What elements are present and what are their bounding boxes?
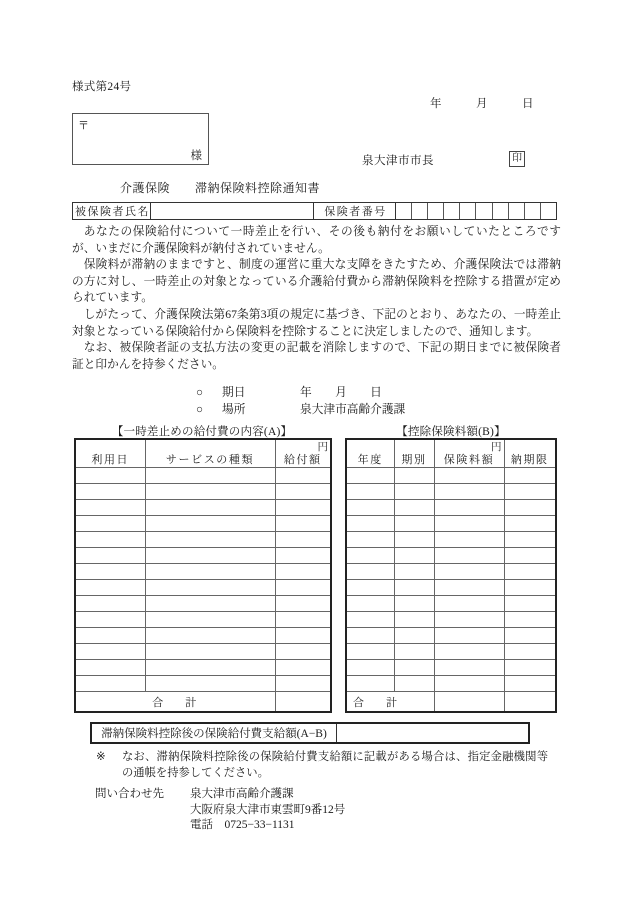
table-cell[interactable] <box>504 580 556 596</box>
table-cell[interactable] <box>504 548 556 564</box>
table-cell[interactable] <box>504 612 556 628</box>
total-value[interactable] <box>434 692 504 713</box>
table-b-body <box>346 468 556 692</box>
table-row <box>346 612 556 628</box>
table-cell[interactable] <box>275 532 331 548</box>
table-cell[interactable] <box>394 516 434 532</box>
table-cell[interactable] <box>75 612 145 628</box>
issuer-name: 泉大津市市長 <box>362 155 434 167</box>
table-cell[interactable] <box>145 580 275 596</box>
table-cell[interactable] <box>394 500 434 516</box>
table-row <box>346 468 556 484</box>
digit-cell[interactable] <box>509 203 525 219</box>
table-row <box>75 516 331 532</box>
appointment-place-label: 場所 <box>222 402 246 416</box>
table-cell[interactable] <box>145 532 275 548</box>
addressee-box[interactable] <box>72 113 209 165</box>
table-cell[interactable] <box>346 660 394 676</box>
table-cell[interactable] <box>346 484 394 500</box>
table-cell[interactable] <box>145 468 275 484</box>
table-cell[interactable] <box>346 628 394 644</box>
table-a-header-row <box>75 439 331 468</box>
table-cell[interactable] <box>434 676 504 692</box>
table-row <box>75 580 331 596</box>
asterisk-icon: ※ <box>96 751 106 763</box>
table-cell[interactable] <box>275 580 331 596</box>
insurer-number-digits[interactable] <box>396 203 556 219</box>
table-cell[interactable] <box>434 516 504 532</box>
table-row <box>75 468 331 484</box>
column-header-use-date: 利用日 <box>75 439 145 468</box>
table-cell[interactable] <box>434 612 504 628</box>
table-row <box>346 644 556 660</box>
seal-stamp-box: 印 <box>509 151 525 167</box>
table-cell[interactable] <box>145 644 275 660</box>
table-cell[interactable] <box>394 484 434 500</box>
table-cell[interactable] <box>75 644 145 660</box>
postal-mark-icon: 〒 <box>78 120 89 132</box>
table-cell[interactable] <box>346 548 394 564</box>
table-cell[interactable] <box>145 484 275 500</box>
digit-cell[interactable] <box>460 203 476 219</box>
paragraph: しがたって、介護保険法第67条第3項の規定に基づき、下記のとおり、あなたの、一時差止対象となっている保険給付から保険料を控除することに決定しましたので、通知します。 <box>72 307 561 338</box>
table-row <box>75 596 331 612</box>
table-row <box>75 676 331 692</box>
table-cell[interactable] <box>75 500 145 516</box>
table-cell[interactable] <box>434 468 504 484</box>
net-benefit-value[interactable] <box>337 724 528 742</box>
table-cell[interactable] <box>504 564 556 580</box>
table-cell[interactable] <box>434 500 504 516</box>
contact-block <box>95 787 345 834</box>
table-cell[interactable] <box>145 660 275 676</box>
contact-address: 大阪府泉大津市東雲町9番12号 <box>190 803 346 816</box>
bullet-circle-icon: ○ <box>196 402 204 416</box>
table-a-body <box>75 468 331 692</box>
table-cell[interactable] <box>434 564 504 580</box>
total-value[interactable] <box>504 692 556 713</box>
table-cell[interactable] <box>434 532 504 548</box>
table-cell[interactable] <box>75 596 145 612</box>
bullet-circle-icon: ○ <box>196 386 204 399</box>
table-row <box>75 660 331 676</box>
table-cell[interactable] <box>394 660 434 676</box>
table-cell[interactable] <box>394 548 434 564</box>
table-cell[interactable] <box>275 612 331 628</box>
table-cell[interactable] <box>145 628 275 644</box>
table-cell[interactable] <box>504 468 556 484</box>
contact-department: 泉大津市高齢介護課 <box>190 788 294 800</box>
digit-cell[interactable] <box>444 203 460 219</box>
table-cell[interactable] <box>434 628 504 644</box>
table-cell[interactable] <box>504 516 556 532</box>
table-cell[interactable] <box>145 500 275 516</box>
table-cell[interactable] <box>275 596 331 612</box>
insured-name-label: 被保険者氏名 <box>73 203 151 219</box>
table-cell[interactable] <box>394 612 434 628</box>
table-cell[interactable] <box>394 580 434 596</box>
insurer-number-label: 保険者番号 <box>314 203 396 219</box>
table-cell[interactable] <box>145 676 275 692</box>
table-cell[interactable] <box>346 516 394 532</box>
table-cell[interactable] <box>75 660 145 676</box>
column-header-service-type: サービスの種類 <box>145 439 275 468</box>
table-cell[interactable] <box>434 484 504 500</box>
table-row <box>346 676 556 692</box>
suspended-benefit-table <box>74 438 332 713</box>
table-row <box>75 532 331 548</box>
total-label: 合計 <box>346 692 434 713</box>
table-cell[interactable] <box>434 644 504 660</box>
table-row <box>75 564 331 580</box>
table-cell[interactable] <box>75 548 145 564</box>
footnote-text: なお、滞納保険料控除後の保険給付費支給額に記載がある場合は、指定金融機関等の通帳を持参してください。 <box>122 751 548 779</box>
form-number: 様式第24号 <box>72 81 132 93</box>
column-header-fiscal-year: 年度 <box>346 439 394 468</box>
paragraph: あなたの保険給付について一時差止を行い、その後も納付をお願いしていたところですが、いまだに介護保険料が納付されていません。 <box>72 225 561 255</box>
net-benefit-label: 滞納保険料控除後の保険給付費支給額(A−B) <box>92 724 337 742</box>
table-cell[interactable] <box>75 468 145 484</box>
table-row <box>346 580 556 596</box>
table-cell[interactable] <box>346 500 394 516</box>
contact-phone: 電話 0725−33−1131 <box>190 819 295 831</box>
table-cell[interactable] <box>275 644 331 660</box>
table-cell[interactable] <box>504 660 556 676</box>
table-cell[interactable] <box>275 660 331 676</box>
table-cell[interactable] <box>394 628 434 644</box>
table-cell[interactable] <box>504 484 556 500</box>
table-cell[interactable] <box>75 532 145 548</box>
table-cell[interactable] <box>75 564 145 580</box>
table-row <box>75 484 331 500</box>
table-row <box>346 548 556 564</box>
table-cell[interactable] <box>504 596 556 612</box>
table-a-total-row <box>75 692 331 713</box>
table-cell[interactable] <box>275 484 331 500</box>
contact-lines <box>190 787 345 834</box>
table-cell[interactable] <box>275 548 331 564</box>
appointment-date-label: 期日 <box>222 386 246 399</box>
table-b-caption: 【控除保険料額(B)】 <box>396 426 506 438</box>
table-cell[interactable] <box>275 468 331 484</box>
table-a-caption: 【一時差止めの給付費の内容(A)】 <box>111 426 293 438</box>
table-cell[interactable] <box>145 596 275 612</box>
appointment-date-value: 年 月 日 <box>300 386 382 399</box>
body-text <box>72 224 561 373</box>
table-row <box>75 612 331 628</box>
insured-name-input[interactable] <box>151 203 314 219</box>
table-row <box>346 516 556 532</box>
table-cell[interactable] <box>394 468 434 484</box>
table-cell[interactable] <box>346 644 394 660</box>
table-row <box>346 532 556 548</box>
total-value[interactable] <box>275 692 331 713</box>
table-cell[interactable] <box>346 676 394 692</box>
digit-cell[interactable] <box>476 203 492 219</box>
table-cell[interactable] <box>504 676 556 692</box>
table-cell[interactable] <box>434 580 504 596</box>
table-cell[interactable] <box>434 596 504 612</box>
table-cell[interactable] <box>275 500 331 516</box>
column-header-premium-amount: 円 保険料額 <box>434 439 504 468</box>
table-cell[interactable] <box>346 580 394 596</box>
digit-cell[interactable] <box>428 203 444 219</box>
table-cell[interactable] <box>75 516 145 532</box>
digit-cell[interactable] <box>493 203 509 219</box>
contact-label: 問い合わせ先 <box>95 788 164 800</box>
table-cell[interactable] <box>145 516 275 532</box>
table-cell[interactable] <box>504 532 556 548</box>
column-header-benefit-amount: 円 給付額 <box>275 439 331 468</box>
deducted-premium-table <box>345 438 557 713</box>
table-row <box>75 644 331 660</box>
table-cell[interactable] <box>394 596 434 612</box>
table-cell[interactable] <box>275 564 331 580</box>
table-cell[interactable] <box>75 676 145 692</box>
appointment-place-row <box>196 402 405 419</box>
addressee-suffix: 様 <box>190 150 202 162</box>
table-row <box>346 564 556 580</box>
table-cell[interactable] <box>145 612 275 628</box>
table-row <box>346 596 556 612</box>
table-row <box>346 628 556 644</box>
column-header-payment-deadline: 納期限 <box>504 439 556 468</box>
footnote <box>96 750 548 781</box>
table-b-total-row <box>346 692 556 713</box>
table-cell[interactable] <box>504 628 556 644</box>
table-cell[interactable] <box>145 548 275 564</box>
appointment-details <box>196 385 405 418</box>
table-row <box>346 500 556 516</box>
appointment-date-row <box>196 385 405 402</box>
table-cell[interactable] <box>434 660 504 676</box>
appointment-place-value: 泉大津市高齢介護課 <box>300 402 406 416</box>
net-benefit-box <box>90 722 530 744</box>
digit-cell[interactable] <box>525 203 541 219</box>
table-cell[interactable] <box>346 596 394 612</box>
table-cell[interactable] <box>346 612 394 628</box>
column-header-installment: 期別 <box>394 439 434 468</box>
table-cell[interactable] <box>75 580 145 596</box>
table-row <box>75 628 331 644</box>
table-cell[interactable] <box>145 564 275 580</box>
document-title: 介護保険 滞納保険料控除通知書 <box>119 181 320 195</box>
table-cell[interactable] <box>75 628 145 644</box>
table-cell[interactable] <box>394 644 434 660</box>
table-cell[interactable] <box>346 468 394 484</box>
paragraph: 保険料が滞納のままですと、制度の運営に重大な支障をきたすため、介護保険法では滞納の方に対し、一時差止の対象となっている介護給付費から滞納保険料を控除する措置が定められています。 <box>72 258 561 305</box>
table-cell[interactable] <box>504 500 556 516</box>
table-cell[interactable] <box>394 564 434 580</box>
paragraph: なお、被保険者証の支払方法の変更の記載を消除しますので、下記の期日までに被保険者証と印かんを持参ください。 <box>72 341 561 371</box>
insured-person-row <box>72 202 557 220</box>
table-cell[interactable] <box>394 676 434 692</box>
total-label: 合計 <box>75 692 275 713</box>
issue-date-line: 年 月 日 <box>430 98 534 110</box>
table-cell[interactable] <box>504 644 556 660</box>
table-row <box>75 548 331 564</box>
table-row <box>346 484 556 500</box>
table-row <box>346 660 556 676</box>
table-b-header-row <box>346 439 556 468</box>
table-cell[interactable] <box>434 548 504 564</box>
table-cell[interactable] <box>275 628 331 644</box>
table-cell[interactable] <box>394 532 434 548</box>
digit-cell[interactable] <box>541 203 556 219</box>
table-row <box>75 500 331 516</box>
table-cell[interactable] <box>346 564 394 580</box>
table-cell[interactable] <box>75 484 145 500</box>
table-cell[interactable] <box>346 532 394 548</box>
table-cell[interactable] <box>275 516 331 532</box>
table-cell[interactable] <box>275 676 331 692</box>
digit-cell[interactable] <box>412 203 428 219</box>
digit-cell[interactable] <box>396 203 412 219</box>
